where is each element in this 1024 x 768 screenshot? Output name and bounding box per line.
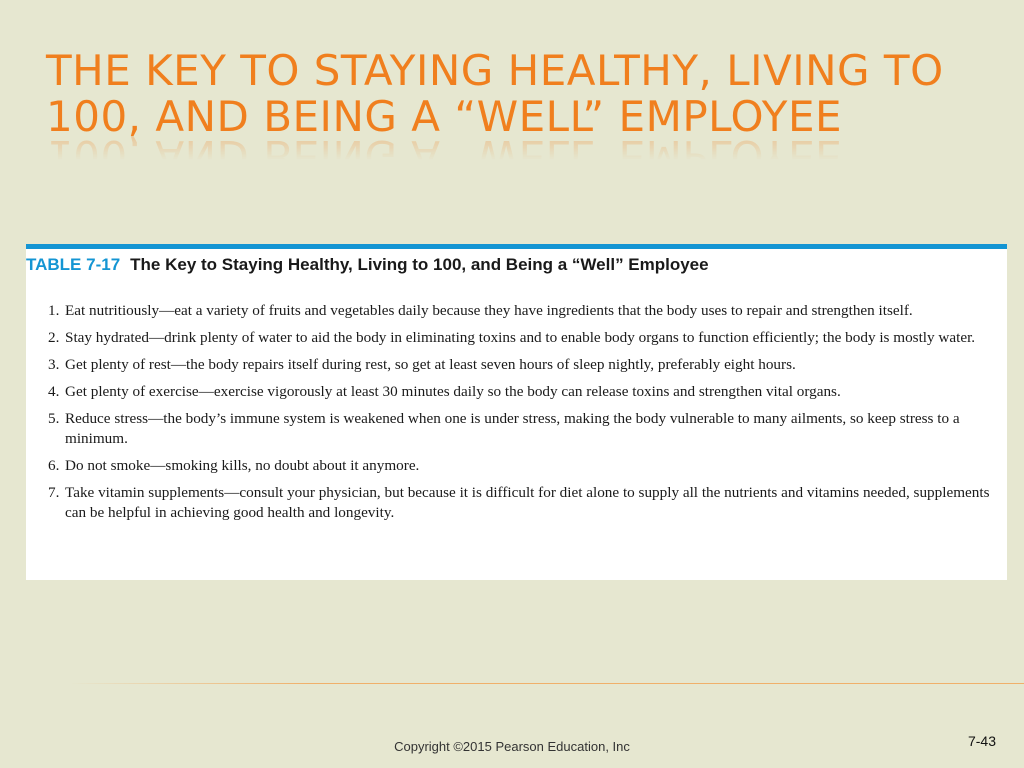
slide-title: THE KEY TO STAYING HEALTHY, LIVING TO 100, AND BEING A “WELL” EMPLOYEE xyxy=(46,46,944,141)
item-text: Do not smoke—smoking kills, no doubt about it anymore. xyxy=(65,457,420,474)
page-number: 7-43 xyxy=(967,733,996,749)
list-item xyxy=(48,456,1007,476)
item-number: 6. xyxy=(48,457,60,474)
item-text: Stay hydrated—drink plenty of water to aid the body in eliminating toxins and to enable body organs to function efficiently; the body is mostly water. xyxy=(65,329,976,346)
table-image xyxy=(26,244,1007,580)
table-list xyxy=(48,301,1007,530)
table-number: TABLE 7-17 xyxy=(26,255,121,274)
item-number: 4. xyxy=(48,383,60,400)
item-number: 1. xyxy=(48,302,60,319)
list-item xyxy=(48,382,1007,402)
list-item xyxy=(48,409,1007,449)
item-number: 3. xyxy=(48,356,60,373)
item-number: 2. xyxy=(48,329,60,346)
table-title: The Key to Staying Healthy, Living to 100, and Being a “Well” Employee xyxy=(130,255,709,274)
item-text: Get plenty of exercise—exercise vigorously at least 30 minutes daily so the body can release toxins and strengthen vital organs. xyxy=(65,383,841,400)
list-item xyxy=(48,301,1007,321)
footer-divider xyxy=(70,683,1024,684)
list-item xyxy=(48,328,1007,348)
table-heading xyxy=(26,255,709,275)
item-number: 5. xyxy=(48,410,60,427)
item-text: Eat nutritiously—eat a variety of fruits and vegetables daily because they have ingredients that the body uses to repair and strengthen itself. xyxy=(65,302,913,319)
item-text: Reduce stress—the body’s immune system is weakened when one is under stress, making the body vulnerable to many ailments, so keep stress to a minimum. xyxy=(65,410,960,447)
item-number: 7. xyxy=(48,484,60,501)
list-item xyxy=(48,483,1007,523)
list-item xyxy=(48,355,1007,375)
copyright-text: Copyright ©2015 Pearson Education, Inc xyxy=(394,739,630,754)
item-text: Get plenty of rest—the body repairs itself during rest, so get at least seven hours of sleep nightly, preferably eight hours. xyxy=(65,356,796,373)
table-accent-bar xyxy=(26,244,1007,249)
item-text: Take vitamin supplements—consult your physician, but because it is difficult for diet alone to supply all the nutrients and vitamins needed, supplements can be helpful in achieving good health and longevity. xyxy=(65,484,990,521)
